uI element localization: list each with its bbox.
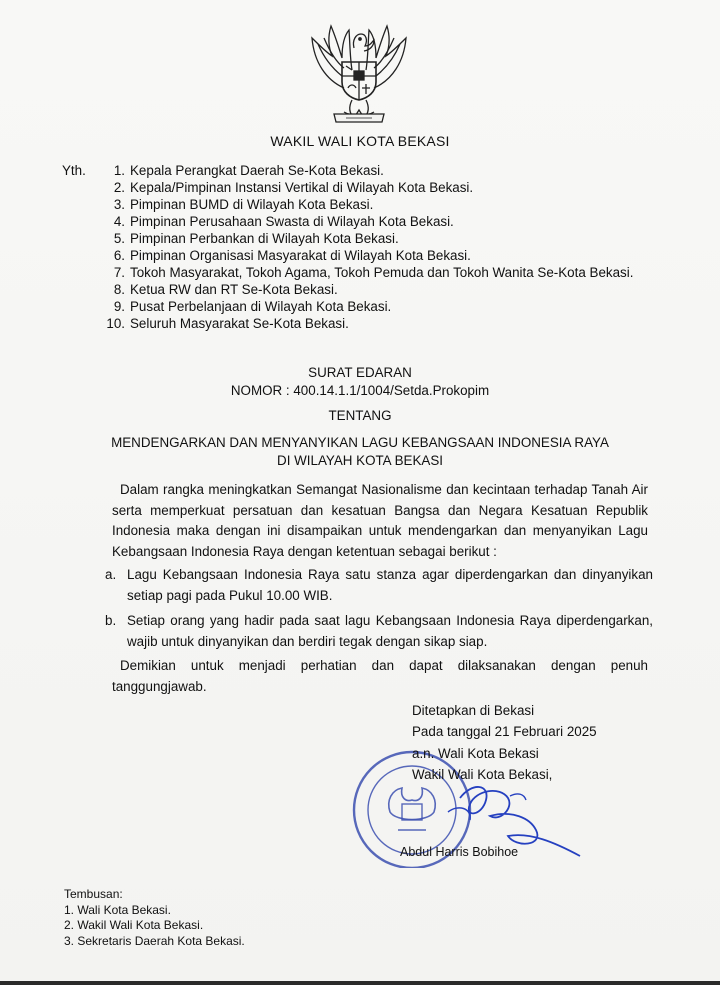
signing-place: Ditetapkan di Bekasi	[412, 703, 535, 718]
item-text: Kepala/Pimpinan Instansi Vertikal di Wilayah Kota Bekasi.	[130, 180, 474, 195]
list-item	[62, 213, 662, 230]
signer-name: Abdul Harris Bobihoe	[400, 845, 519, 859]
copy-item: 3. Sekretaris Daerah Kota Bekasi.	[64, 933, 245, 948]
item-text: Pusat Perbelanjaan di Wilayah Kota Bekasi.	[130, 299, 392, 314]
item-letter: b.	[105, 613, 117, 628]
list-item	[62, 162, 662, 179]
letter-type: SURAT EDARAN	[308, 365, 412, 380]
list-item	[62, 179, 662, 196]
item-number: 4.	[113, 214, 125, 229]
item-number: 10.	[106, 316, 125, 331]
provision-item	[105, 565, 653, 606]
item-text: Pimpinan Organisasi Masyarakat di Wilayah Kota Bekasi.	[130, 248, 471, 263]
item-text: Tokoh Masyarakat, Tokoh Agama, Tokoh Pemuda dan Tokoh Wanita Se-Kota Bekasi.	[130, 265, 634, 280]
intro-paragraph: Dalam rangka meningkatkan Semangat Nasionalisme dan kecintaan terhadap Tanah Air serta memperkuat persatuan dan kesatuan Bangsa dan Negara Kesatuan Republik Indonesia maka dengan ini disampaikan untuk mendengarkan dan menyanyikan Lagu Kebangsaan Indonesia Raya dengan ketentuan sebagai berikut :	[112, 482, 648, 559]
item-letter: a.	[105, 567, 117, 582]
list-item	[62, 298, 662, 315]
provision-item	[105, 611, 653, 652]
item-number: 3.	[113, 197, 125, 212]
letter-subject	[0, 434, 720, 470]
subject-line: DI WILAYAH KOTA BEKASI	[277, 453, 443, 468]
item-number: 5.	[113, 231, 125, 246]
page-edge	[0, 981, 720, 985]
signature-block	[412, 701, 672, 785]
item-number: 7.	[113, 265, 125, 280]
item-text: Pimpinan BUMD di Wilayah Kota Bekasi.	[130, 197, 374, 212]
item-number: 1.	[113, 163, 125, 178]
item-text: Pimpinan Perbankan di Wilayah Kota Bekasi.	[130, 231, 399, 246]
item-number: 2.	[113, 180, 125, 195]
signer-position: Wakil Wali Kota Bekasi,	[412, 766, 553, 782]
list-item	[62, 247, 662, 264]
letter-number: NOMOR : 400.14.1.1/1004/Setda.Prokopim	[230, 383, 490, 398]
copy-item: 1. Wali Kota Bekasi.	[64, 902, 171, 917]
item-text: Pimpinan Perusahaan Swasta di Wilayah Kota Bekasi.	[130, 214, 454, 229]
copy-item: 2. Wakil Wali Kota Bekasi.	[64, 918, 204, 932]
list-item	[62, 281, 662, 298]
subject-line: MENDENGARKAN DAN MENYANYIKAN LAGU KEBANGSAAN INDONESIA RAYA	[111, 435, 609, 450]
item-text: Kepala Perangkat Daerah Se-Kota Bekasi.	[130, 163, 384, 178]
letter-heading	[0, 364, 720, 400]
yth-prefix: Yth.	[62, 163, 86, 178]
signing-date: Pada tanggal 21 Februari 2025	[412, 723, 597, 739]
copies-section	[64, 887, 245, 949]
list-item	[62, 230, 662, 247]
item-number: 9.	[113, 299, 125, 314]
item-number: 6.	[113, 248, 125, 263]
item-text: Lagu Kebangsaan Indonesia Raya satu stanza agar diperdengarkan dan dinyanyikan setiap pagi pada Pukul 10.00 WIB.	[127, 567, 653, 603]
on-behalf: a.n. Wali Kota Bekasi	[412, 746, 539, 761]
about-label: TENTANG	[328, 408, 392, 423]
office-title: WAKIL WALI KOTA BEKASI	[270, 133, 450, 149]
list-item	[62, 196, 662, 213]
list-item	[62, 315, 662, 332]
closing-paragraph: Demikian untuk menjadi perhatian dan dapat dilaksanakan dengan penuh tanggungjawab.	[112, 658, 648, 694]
copies-label: Tembusan:	[64, 887, 123, 901]
item-text: Setiap orang yang hadir pada saat lagu Kebangsaan Indonesia Raya diperdengarkan, wajib untuk dinyanyikan dan berdiri tegak dengan sikap siap.	[127, 613, 653, 649]
item-text: Ketua RW dan RT Se-Kota Bekasi.	[130, 282, 338, 297]
garuda-emblem-icon	[304, 18, 414, 130]
item-text: Seluruh Masyarakat Se-Kota Bekasi.	[130, 316, 349, 331]
item-number: 8.	[113, 282, 125, 297]
list-item	[62, 264, 662, 281]
addressee-list	[62, 162, 662, 332]
